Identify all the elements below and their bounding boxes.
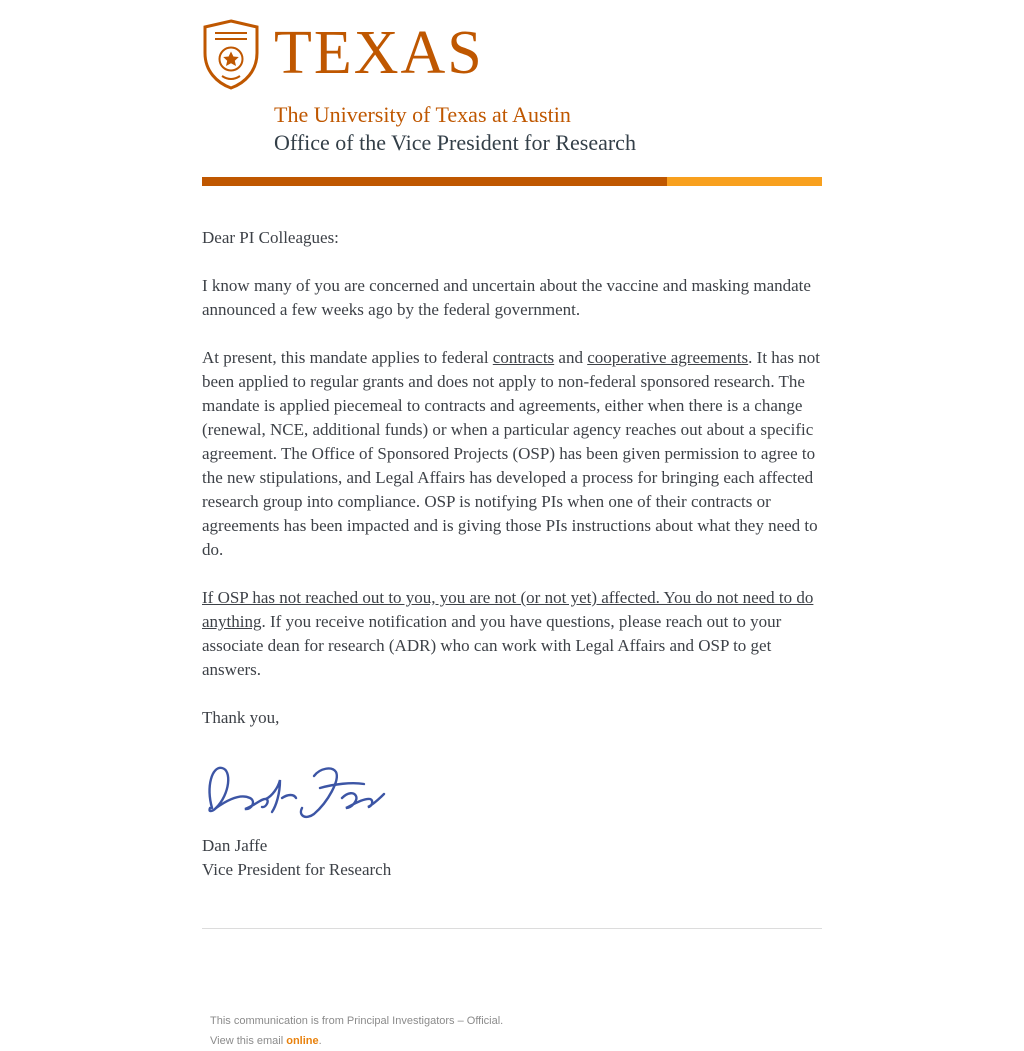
- footer-view-online-text: View this email: [210, 1035, 287, 1047]
- office-name: Office of the Vice President for Research: [274, 130, 636, 155]
- footer-disclaimer: This communication is from Principal Investigators – Official.: [210, 1015, 504, 1027]
- brand-bar-dark-segment: [202, 177, 667, 186]
- signature-name: Dan Jaffe: [202, 836, 268, 855]
- contracts-link[interactable]: contracts: [492, 348, 555, 367]
- email-page: [202, 0, 822, 1051]
- salutation: Dear PI Colleagues:: [202, 228, 339, 247]
- paragraph-2-text: At present, this mandate applies to federal: [202, 348, 493, 367]
- footer-divider: [202, 928, 822, 929]
- footer-view-online-line: [210, 1031, 822, 1051]
- footer: [202, 1011, 822, 1051]
- signature-title: Vice President for Research: [202, 860, 392, 879]
- brand-sublines: [274, 101, 822, 157]
- paragraph-1: I know many of you are concerned and uncertain about the vaccine and masking mandate announced a few weeks ago by the federal government.: [202, 276, 811, 319]
- letter-body: [202, 226, 822, 882]
- paragraph-2-text: and: [554, 348, 588, 367]
- signature-image: [202, 754, 822, 824]
- ut-shield-icon: [202, 18, 260, 95]
- closing: Thank you,: [202, 708, 280, 727]
- texas-wordmark: TEXAS: [274, 19, 484, 87]
- university-name: The University of Texas at Austin: [274, 102, 571, 127]
- brand-lockup: [202, 18, 822, 95]
- paragraph-2: [202, 346, 822, 562]
- brand-bar: [202, 177, 822, 186]
- brand-bar-light-segment: [667, 177, 822, 186]
- paragraph-3: [202, 586, 822, 682]
- paragraph-3-underlined-text: If OSP has not reached out to you, you are not (or not yet) affected. You do not need to do anything: [202, 588, 814, 631]
- paragraph-2-text: . It has not been applied to regular grants and does not apply to non-federal sponsored research. The mandate is applied piecemeal to contracts and agreements, either when there is a change (renewal, NCE, additional funds) or when a particular agency reaches out about a specific agreement. The Office of Sponsored Projects (OSP) has been given permission to agree to the new stipulations, and Legal Affairs has developed a process for bringing each affected research group into compliance. OSP is notifying PIs when one of their contracts or agreements has been impacted and is giving those PIs instructions about what they need to do.: [202, 348, 820, 559]
- view-online-link[interactable]: online: [286, 1035, 319, 1047]
- footer-view-online-period: .: [318, 1035, 322, 1047]
- cooperative-agreements-link[interactable]: cooperative agreements: [587, 348, 749, 367]
- paragraph-3-text: . If you receive notification and you have questions, please reach out to your associate dean for research (ADR) who can work with Legal Affairs and OSP to get answers.: [202, 612, 782, 679]
